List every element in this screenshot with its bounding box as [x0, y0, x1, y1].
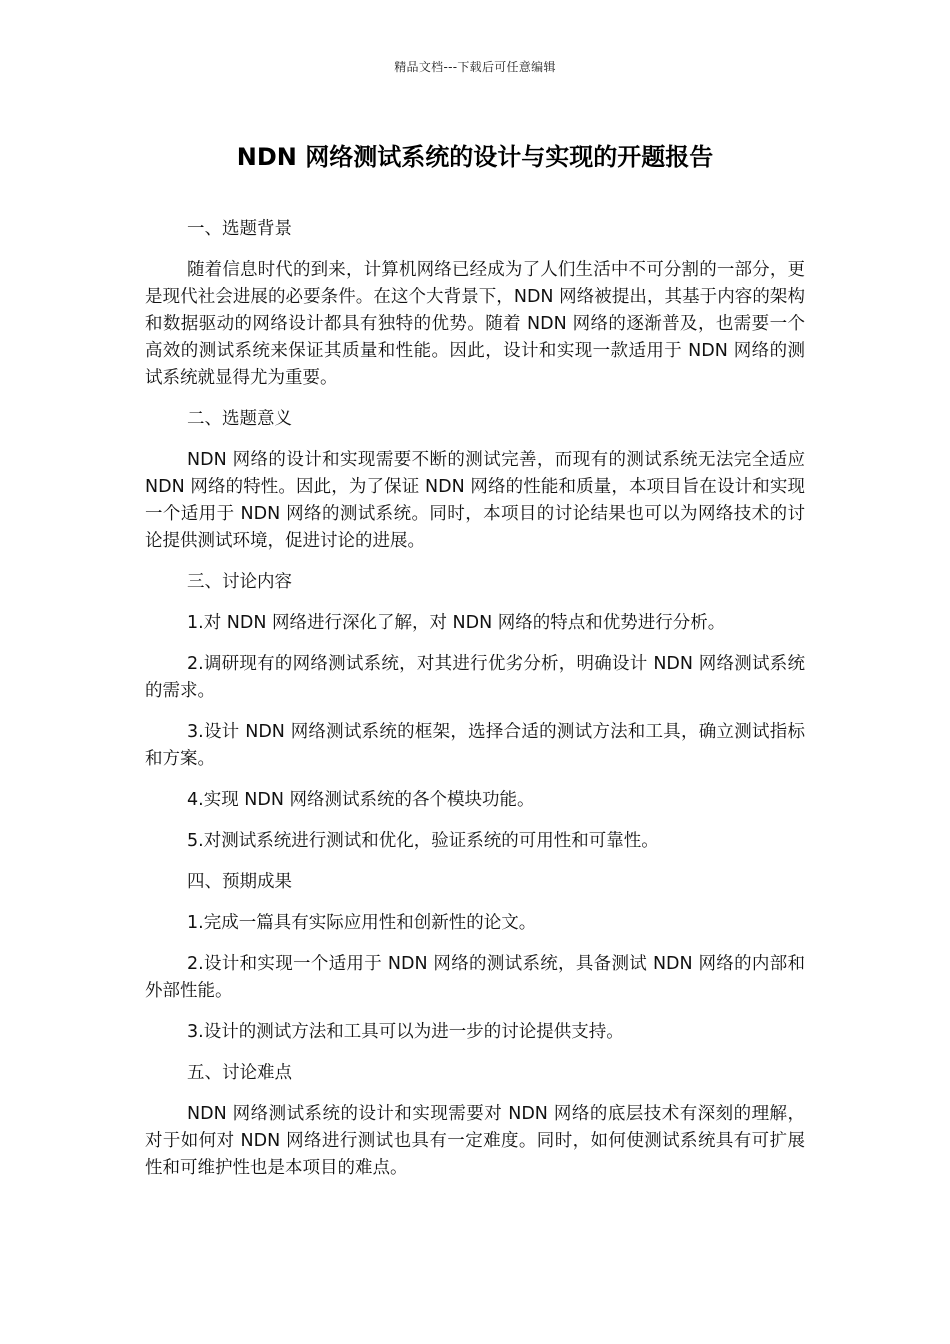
section-heading-difficulties: 五、讨论难点: [187, 1063, 292, 1083]
result-item-2: 2.设计和实现一个适用于 NDN 网络的测试系统，具备测试 NDN 网络的内部和外部性能。: [145, 954, 805, 1001]
document-title: NDN 网络测试系统的设计与实现的开题报告: [236, 143, 714, 171]
section-heading-background: 一、选题背景: [187, 219, 292, 239]
section-heading-expected-results: 四、预期成果: [187, 872, 292, 892]
research-item-3: 3.设计 NDN 网络测试系统的框架，选择合适的测试方法和工具，确立测试指标和方案。: [145, 722, 805, 769]
paragraph-significance: NDN 网络的设计和实现需要不断的测试完善，而现有的测试系统无法完全适应 NDN 网络的特性。因此，为了保证 NDN 网络的性能和质量，本项目旨在设计和实现一个适用于 NDN 网络的测试系统。同时，本项目的讨论结果也可以为网络技术的讨论提供测试环境，促进讨论的进展。: [145, 450, 805, 551]
paragraph-background: 随着信息时代的到来，计算机网络已经成为了人们生活中不可分割的一部分，更是现代社会进展的必要条件。在这个大背景下，NDN 网络被提出，其基于内容的架构和数据驱动的网络设计都具有独特的优势。随着 NDN 网络的逐渐普及，也需要一个高效的测试系统来保证其质量和性能。因此，设计和实现一款适用于 NDN 网络的测试系统就显得尤为重要。: [145, 260, 805, 388]
research-item-5: 5.对测试系统进行测试和优化，验证系统的可用性和可靠性。: [187, 831, 659, 851]
document-body: [145, 216, 805, 1196]
result-item-3: 3.设计的测试方法和工具可以为进一步的讨论提供支持。: [187, 1022, 624, 1042]
result-item-1: 1.完成一篇具有实际应用性和创新性的论文。: [187, 913, 537, 933]
research-item-1: 1.对 NDN 网络进行深化了解，对 NDN 网络的特点和优势进行分析。: [187, 613, 726, 633]
paragraph-difficulties: NDN 网络测试系统的设计和实现需要对 NDN 网络的底层技术有深刻的理解，对于如何对 NDN 网络进行测试也具有一定难度。同时，如何使测试系统具有可扩展性和可维护性也是本项目的难点。: [145, 1104, 805, 1178]
research-item-4: 4.实现 NDN 网络测试系统的各个模块功能。: [187, 790, 535, 810]
header-note: 精品文档---下载后可任意编辑: [394, 60, 556, 74]
section-heading-research-content: 三、讨论内容: [187, 572, 292, 592]
section-heading-significance: 二、选题意义: [187, 409, 292, 429]
research-item-2: 2.调研现有的网络测试系统，对其进行优劣分析，明确设计 NDN 网络测试系统的需求。: [145, 654, 805, 701]
